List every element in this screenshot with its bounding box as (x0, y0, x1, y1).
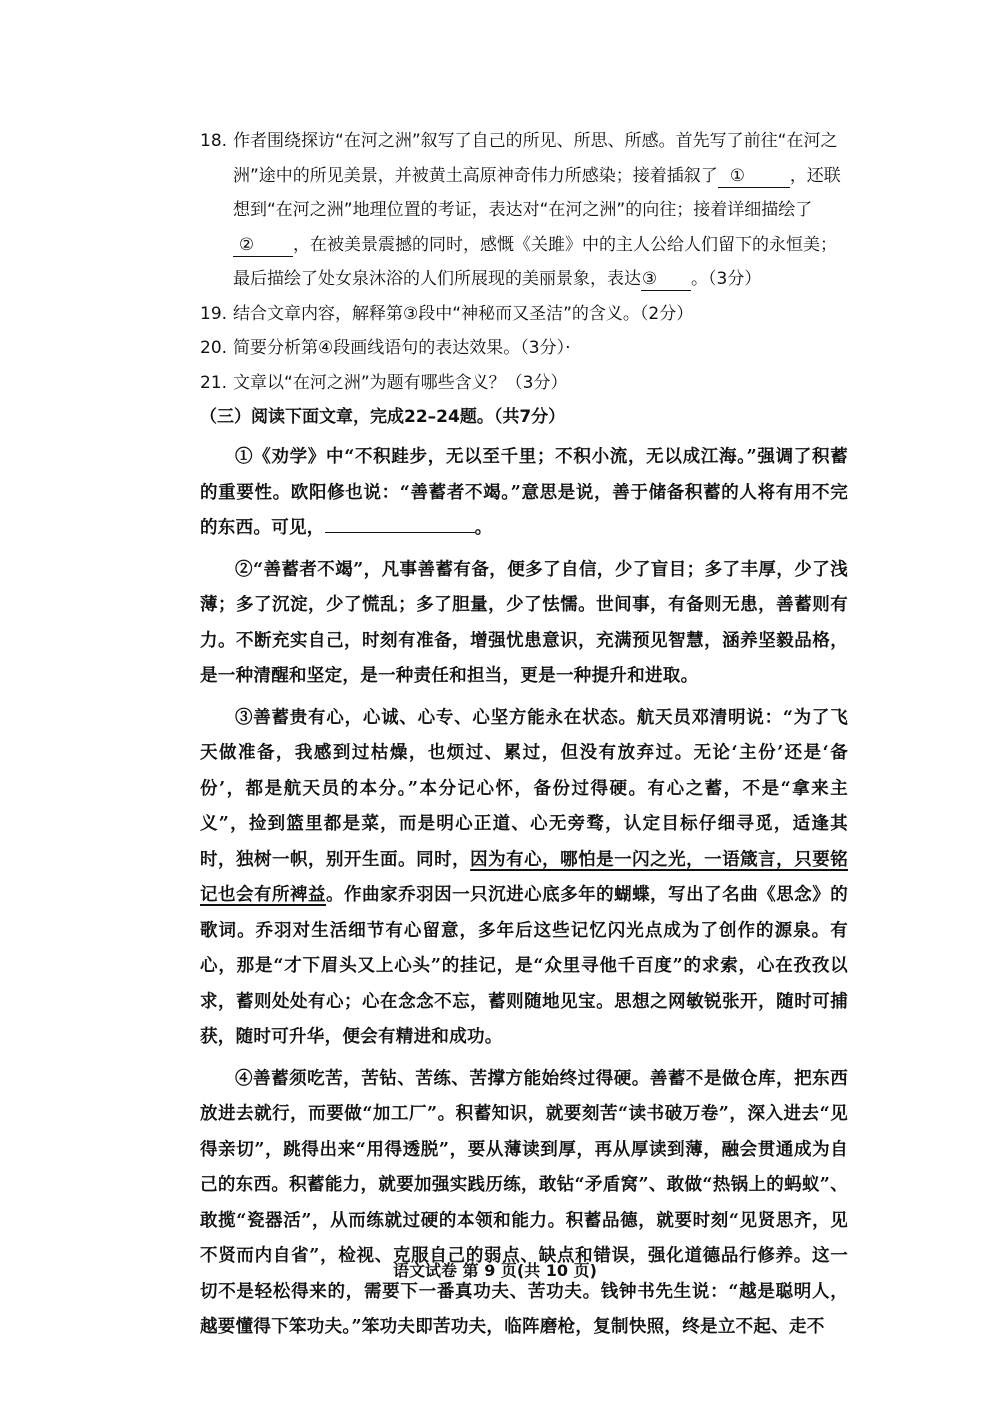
paragraph-text: 。作曲家乔羽因一只沉进心底多年的蝴蝶，写出了名曲《思念》的歌词。乔羽对生活细节有心留意，多年后这些记忆闪光点成为了创作的源泉。有心，那是“才下眉头又上心头”的挂记，是“众里寻他千百度”的求索，心在孜孜以求，蓄则处处有心；心在念念不忘，蓄则随地见宝。思想之网敏锐张开，随时可捕获，随时可升华，便会有精进和成功。 (200, 885, 848, 1047)
section-heading: （三）阅读下面文章，完成22–24题。（共7分） (200, 407, 566, 427)
answer-blank-2: ② (233, 234, 293, 257)
question-21 (200, 366, 848, 401)
question-text: 结合文章内容，解释第③段中“神秘而又圣洁”的含义。（2分） (233, 303, 694, 324)
paragraph-text: ③善蓄贵有心，心诚、心专、心坚方能永在状态。航天员邓清明说：“为了飞天做准备，我感到过枯燥，也烦过、累过，但没有放弃过。无论‘主份’还是‘备份’，都是航天员的本分。”本分记心怀，备份过得硬。有心之蓄，不是“拿来主义”，捡到篮里都是菜，而是明心正道、心无旁骛，认定目标仔细寻觅，适逢其时，独树一帜，别开生面。同时， (200, 707, 848, 870)
passage-paragraph-4: ④善蓄须吃苦，苦钻、苦练、苦撑方能始终过得硬。善蓄不是做仓库，把东西放进去就行，而要做“加工厂”。积蓄知识，就要刻苦“读书破万卷”，深入进去“见得亲切”，跳得出来“用得透脱”，要从薄读到厚，再从厚读到薄，融会贯通成为自己的东西。积蓄能力，就要加强实践历练，敢钻“矛盾窝”、敢做“热锅上的蚂蚁”、敢揽“瓷器活”，从而练就过硬的本领和能力。积蓄品德，就要时刻“见贤思齐，见不贤而内自省”，检视、克服自己的弱点、缺点和错误，强化道德品行修养。这一切不是轻松得来的，需要下一番真功夫、苦功夫。钱钟书先生说：“越是聪明人，越要懂得下笨功夫。”笨功夫即苦功夫，临阵磨枪，复制快照，终是立不起、走不 (200, 1068, 848, 1337)
underlined-sentence: 因为有心，哪怕是一闪之光，一语箴言，只要铭记也会有所裨益 (200, 849, 848, 905)
passage-paragraph-3 (200, 701, 848, 1056)
page-footer: 语文试卷 第 9 页(共 10 页) (393, 1261, 597, 1280)
passage-paragraph-2: ②“善蓄者不竭”，凡事善蓄有备，便多了自信，少了盲目；多了丰厚，少了浅薄；多了沉淀，少了慌乱；多了胆量，少了怯懦。世间事，有备则无患，善蓄则有力。不断充实自己，时刻有准备，增强忧患意识，充满预见智慧，涵养坚毅品格，是一种清醒和坚定，是一种责任和担当，更是一种提升和进取。 (200, 559, 848, 686)
question-text: ，还联想到“在河之洲”地理位置的考证，表达对“在河之洲”的向往；接着详细描绘了 (233, 165, 841, 220)
question-number: 21. (200, 372, 228, 393)
question-text: ，在被美景震撼的同时，感慨《关雎》中的主人公给人们留下的永恒美；最后描绘了处女泉沐浴的人们所展现的美丽景象，表达 (233, 234, 837, 289)
question-20 (200, 331, 848, 366)
question-text: 文章以“在河之洲”为题有哪些含义？（3分） (233, 372, 568, 393)
question-text: 。（3分） (691, 269, 762, 289)
question-number: 20. (200, 338, 228, 358)
answer-blank-3: ③ (641, 268, 691, 291)
answer-blank-1: ① (718, 165, 790, 188)
question-18 (200, 124, 848, 297)
question-19 (200, 297, 848, 332)
paragraph-text: 。 (474, 518, 493, 538)
question-text: 作者围绕探访“在河之洲”叙写了自己的所见、所思、所感。首先写了前往“在河之洲”途中的所见美景，并被黄土高原神奇伟力所感染；接着插叙了 (233, 131, 838, 186)
question-number: 19. (200, 303, 228, 324)
passage-paragraph-1 (200, 440, 848, 547)
question-number: 18. (200, 131, 228, 151)
question-text: 简要分析第④段画线语句的表达效果。（3分）· (233, 338, 571, 358)
fill-in-blank (325, 532, 475, 533)
paragraph-text: ①《劝学》中“不积跬步，无以至千里；不积小流，无以成江海。”强调了积蓄的重要性。欧阳修也说：“善蓄者不竭。”意思是说，善于储备积蓄的人将有用不完的东西。可见， (200, 447, 848, 538)
page-content (200, 124, 848, 1346)
